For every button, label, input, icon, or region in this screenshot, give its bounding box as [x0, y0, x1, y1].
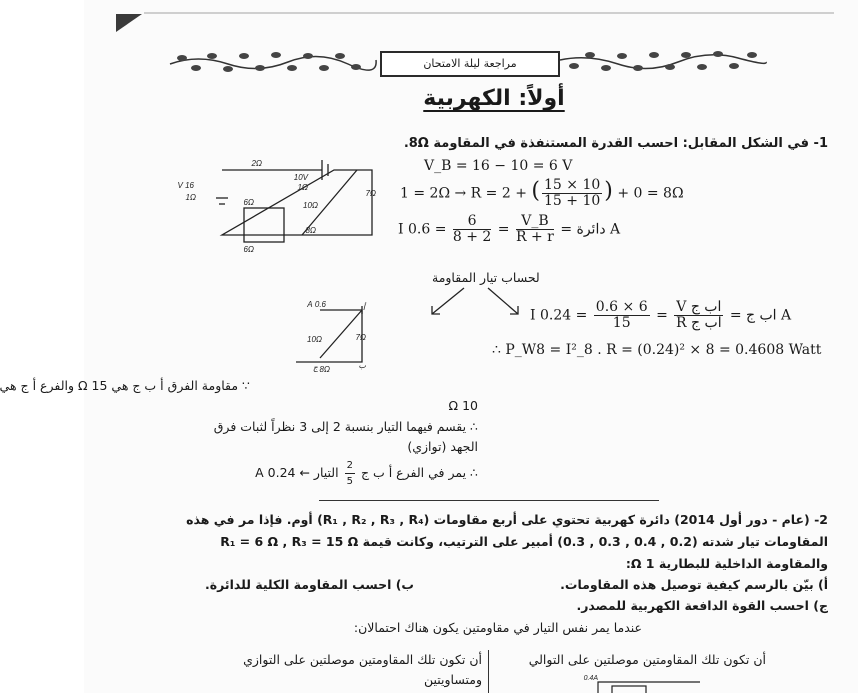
eq2-denominator: 15 + 10	[544, 193, 601, 209]
separator-line	[319, 500, 659, 501]
label-0-6a: 0.6 A	[307, 300, 326, 309]
current-calc-label: لحساب تيار المقاومة	[432, 270, 540, 285]
label-alef: أ	[362, 303, 365, 312]
option-divider	[488, 650, 489, 693]
eq3-left: I دائرة =	[398, 221, 606, 238]
label-7ohm-c2: 7Ω	[355, 333, 366, 342]
option-parallel-a: أن تكون تلك المقاومتين موصلتين على التوازي	[243, 652, 482, 667]
eq4-right: = 0.24 A	[539, 307, 792, 324]
right-vine-ornament	[558, 46, 768, 74]
question-2-part-b: ب) احسب المقاومة الكلية للدائرة.	[205, 577, 414, 592]
option-series: أن تكون تلك المقاومتين موصلتين على التوالي	[528, 652, 766, 667]
eq3-denominator-2: 8 + 2	[452, 229, 492, 245]
equation-resistance: 1 = 2Ω → R = 2 + ( $\frac{15 \times 10}{15 + 10}$ ) + 0 = 8Ω	[400, 177, 684, 209]
eq4-denominator-1: R اب ج	[676, 315, 722, 331]
eq2-numerator: 15 × 10	[544, 177, 601, 193]
question-1-prompt: 1- في الشكل المقابل: احسب القدرة المستنفذة في المقاومة 8Ω.	[403, 136, 828, 151]
circuit-diagram-2	[292, 298, 392, 374]
eq3-numerator-1: V_B	[516, 214, 554, 230]
circuit-diagram-1	[177, 150, 392, 255]
eq2-left: 1 = 2Ω → R = 2 +	[400, 185, 527, 202]
eq4-left: I اب ج =	[530, 307, 777, 324]
label-0-4a: 0.4A	[583, 675, 598, 682]
label-6ohm-a: 6Ω	[243, 198, 254, 207]
reason-3-numerator: 2	[345, 458, 355, 474]
label-2ohm: 2Ω	[251, 159, 262, 168]
section-title: أولاً: الكهربية	[423, 86, 565, 111]
two-possibilities-note: عندما يمر نفس التيار في مقاومتين يكون هناك احتمالان:	[353, 620, 642, 635]
question-2-part-c: ج) احسب القوة الدافعة الكهربية للمصدر.	[576, 598, 828, 613]
label-10v: 10V	[293, 173, 308, 182]
label-1ohm-a: 1Ω	[185, 193, 196, 202]
label-8ohm-c2: 8Ω	[319, 365, 330, 374]
reason-1b: 10 Ω	[448, 398, 478, 413]
eq4-numerator-2: 0.6 × 6	[595, 299, 648, 315]
reason-3	[255, 458, 478, 489]
reason-1a: ∵ مقاومة الفرق أ ب ج هي Ω 15 والفرع أ ج هي	[0, 378, 250, 393]
label-6ohm-b: 6Ω	[243, 245, 254, 254]
reason-2a: ∴ يقسم فيهما التيار بنسبة 2 إلى 3 نظراً لثبات فرق	[213, 419, 478, 434]
eq3-denominator-1: R + r	[515, 229, 554, 245]
equation-vb: V_B = 16 − 10 = 6 V	[424, 158, 573, 174]
label-7ohm: 7Ω	[365, 189, 376, 198]
arrows	[424, 284, 534, 318]
label-10ohm: 10Ω	[303, 201, 318, 210]
label-1ohm-b: 1Ω	[297, 183, 308, 192]
series-figure-fragment	[584, 672, 704, 693]
reason-2b: الجهد (توازي)	[407, 439, 478, 454]
question-2-line-3: والمقاومة الداخلية للبطارية Ω 1:	[625, 556, 828, 571]
eq3-right: = 0.6 A	[407, 221, 621, 238]
eq4-denominator-2: 15	[612, 315, 631, 331]
left-vine-ornament	[168, 46, 378, 74]
label-jeem: ج	[312, 363, 318, 372]
page-top-edge	[144, 12, 834, 14]
reason-3-post: التيار ← 0.24 A	[255, 465, 339, 480]
reason-3-denominator: 5	[346, 476, 353, 487]
eq3-mid: =	[497, 221, 510, 238]
label-16v: 16 V	[177, 181, 194, 190]
question-2-line-1: 2- (عام - دور أول 2014) دائرة كهربية تحتوي على أربع مقاومات (R₁ , R₂ , R₃ , R₄) أوم. فإذا مر في هذه	[186, 512, 828, 527]
eq2-right: + 0 = 8Ω	[617, 185, 684, 202]
label-8ohm: 8Ω	[305, 226, 316, 235]
equation-branch-current	[530, 300, 791, 331]
header-banner: مراجعة ليلة الامتحان	[380, 51, 560, 77]
eq4-numerator-1: V اب ج	[676, 299, 722, 315]
question-2-line-2: المقاومات تيار شدته (0.2 , 0.4 , 0.3 , 0.3) أمبير على الترتيب، وكانت قيمة R₁ = 6 Ω , R₃ = 15 Ω	[220, 534, 828, 549]
label-10ohm-c2: 10Ω	[307, 335, 322, 344]
eq4-mid: =	[656, 307, 668, 324]
eq3-numerator-2: 6	[453, 214, 491, 230]
page-corner-fold	[116, 14, 142, 32]
label-ba: ب	[358, 361, 366, 370]
equation-circuit-current	[398, 214, 620, 245]
equation-power: ∴ P_W8 = I²_8 . R = (0.24)² × 8 = 0.4608 Watt	[492, 342, 822, 358]
question-2-part-a: أ) بيّن بالرسم كيفية توصيل هذه المقاومات.	[560, 577, 828, 592]
option-parallel-b: ومتساويتين	[423, 672, 482, 687]
reason-3-pre: ∴ يمر في الفرع أ ب ج	[360, 465, 478, 480]
